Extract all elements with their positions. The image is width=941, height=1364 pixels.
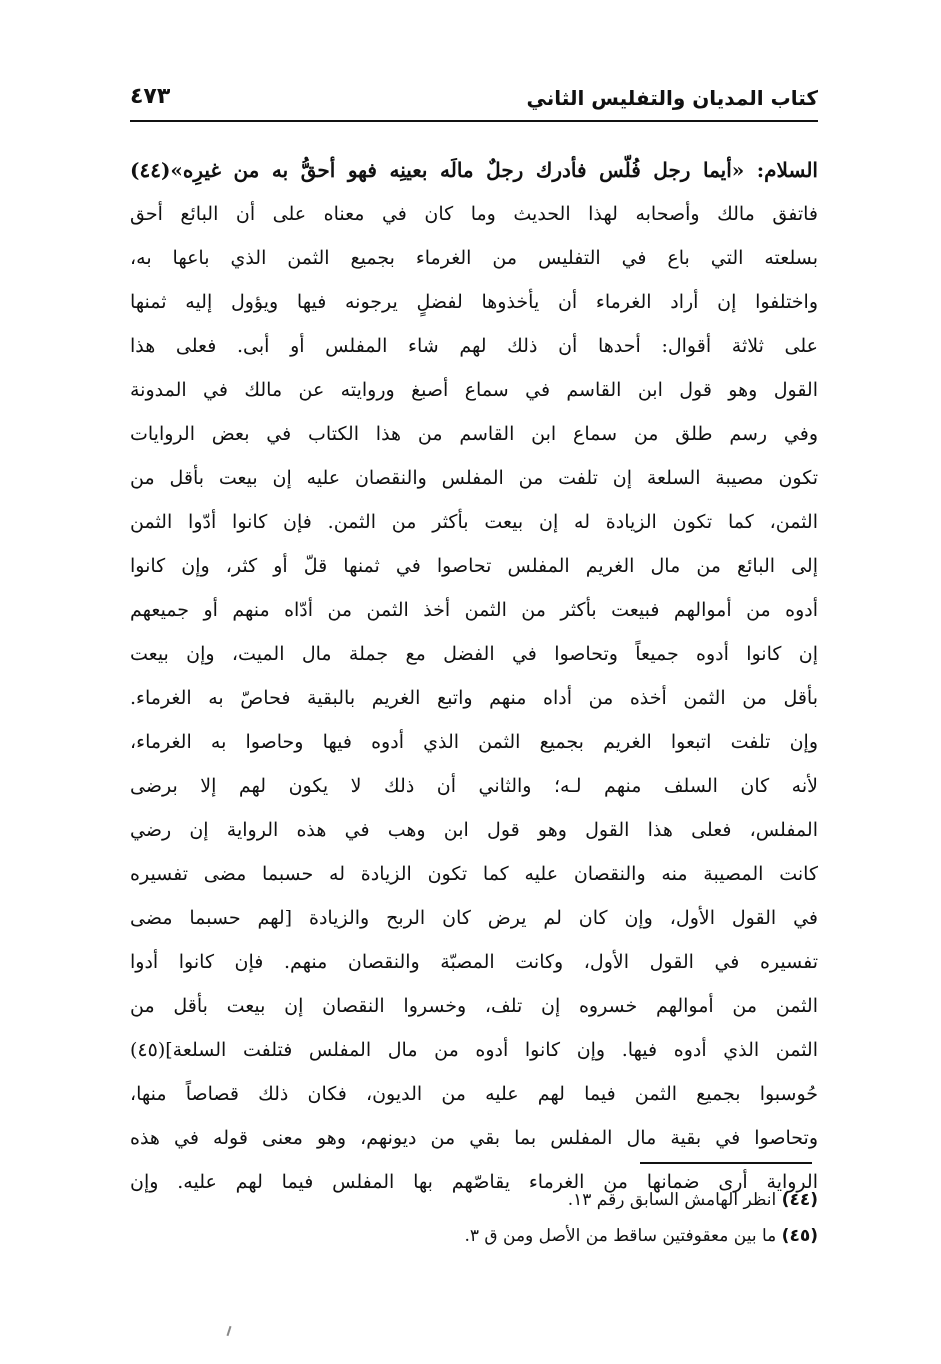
footnote-text: ما بين معقوفتين ساقط من الأصل ومن ق ٣. (464, 1226, 777, 1246)
running-title: كتاب المديان والتفليس الثاني (526, 86, 818, 110)
text-line-23: وتحاصوا في بقية مال المفلس بما بقي من ديونهم، وهو معنى قوله في هذه (130, 1127, 818, 1149)
text-line-14: وإن تلفت اتبعوا الغريم بجميع الثمن الذي أدوه فيها وحاصوا به الغرماء، (130, 731, 818, 753)
text-line-15: لأنه كان السلف منهم لـه؛ والثاني أن ذلك لا يكون لهم إلا برضى (130, 775, 818, 797)
text-line-10: إلى البائع من مال الغريم المفلس تحاصوا في ثمنها قلّ أو كثر، وإن كانوا (130, 555, 818, 577)
body-text (130, 148, 818, 1204)
text-line-17: كانت المصيبة منه والنقصان عليه كما تكون الزيادة له حسبما مضى تفسيره (130, 863, 818, 885)
text-line-9: الثمن، كما تكون الزيادة له إن بيعت بأكثر من الثمن. فإن كانوا أدّوا الثمن (130, 511, 818, 533)
text-line-7: وفي رسم طلق من سماع ابن القاسم من هذا الكتاب في بعض الروايات (130, 423, 818, 445)
text-line-18: في القول الأول، وإن كان لم يرض كان الربح والزيادة [لهم حسبما مضى (130, 907, 818, 929)
text-line-21: الثمن الذي أدوه فيها. وإن كانوا أدوه من مال المفلس فتلفت السلعة](٤٥) (130, 1039, 818, 1061)
text-line-4: واختلفوا إن أراد الغرماء أن يأخذوها لفضلٍ يرجونه فيها ويؤول إليه ثمنها (130, 291, 818, 313)
text-line-11: أدوه من أموالهم فبيعت بأكثر من الثمن أخذ الثمن من أدّاه منهم أو جميعهم (130, 599, 818, 621)
footnote-44 (130, 1182, 818, 1218)
scan-speck (227, 1326, 232, 1336)
footnote-number: (٤٤) (781, 1190, 818, 1210)
header-rule (130, 120, 818, 122)
text-line-16: المفلس، فعلى هذا القول وهو قول ابن وهب في هذه الرواية إن رضي (130, 819, 818, 841)
text-line-1: السلام: «أيما رجل فُلّس فأدرك رجلٌ مالَه بعينِه فهو أحقُّ به من غيرِه»(٤٤) (130, 158, 818, 182)
text-line-6: القول وهو قول ابن القاسم في سماع أصبغ وروايته عن مالك في المدونة (130, 379, 818, 401)
text-line-19: تفسيره في القول الأول، وكانت المصبّة والنقصان منهم. فإن كانوا أدوا (130, 951, 818, 973)
footnote-text: انظر الهامش السابق رقم ١٣. (567, 1190, 777, 1210)
text-line-13: بأقل من الثمن أخذه من أداه منهم واتبع الغريم بالبقية فحاصّ به الغرماء. (130, 687, 818, 709)
page-number: ٤٧٣ (130, 84, 171, 109)
text-line-22: حُوسبوا بجميع الثمن فيما لهم عليه من الديون، فكان ذلك قصاصاً منها، (130, 1083, 818, 1105)
text-line-3: بسلعته التي باع في التفليس من الغرماء بجميع الثمن الذي باعها به، (130, 247, 818, 269)
footnote-separator (640, 1162, 812, 1164)
text-line-2: فاتفق مالك وأصحابه لهذا الحديث وما كان في معناه على أن البائع أحق (130, 203, 818, 225)
text-line-24: الرواية أرى ضمانها من الغرماء يقاصّهم بها المفلس فيما لهم عليه. وإن (130, 1171, 818, 1193)
text-line-20: الثمن من أموالهم خسروه إن تلف، وخسروا النقصان إن بيعت بأقل من (130, 995, 818, 1017)
footnotes (130, 1182, 818, 1254)
text-line-12: إن كانوا أدوه جميعاً وتحاصوا في الفضل مع جملة مال الميت، وإن بيعت (130, 643, 818, 665)
text-line-5: على ثلاثة أقوال: أحدها أن ذلك لهم شاء المفلس أو أبى. فعلى هذا (130, 335, 818, 357)
page-header (130, 78, 818, 122)
footnote-number: (٤٥) (781, 1226, 818, 1246)
text-line-8: تكون مصيبة السلعة إن تلفت من المفلس والنقصان عليه إن بيعت بأقل من (130, 467, 818, 489)
footnote-45 (130, 1218, 818, 1254)
